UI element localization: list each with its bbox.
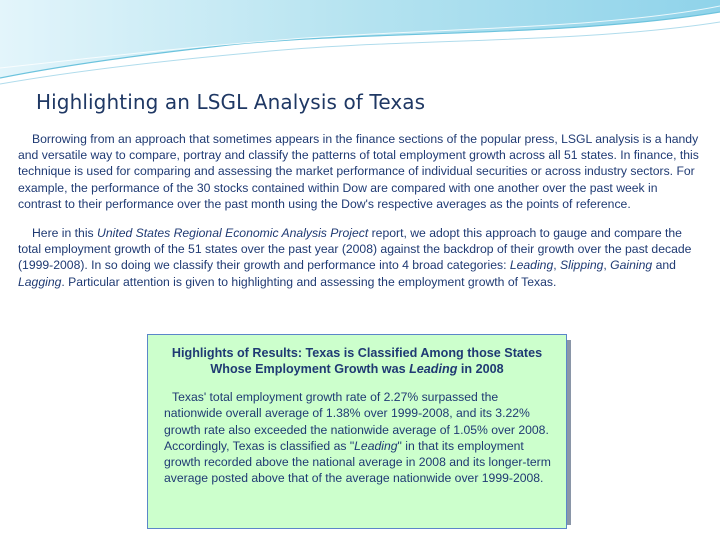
decorative-wave-header [0,0,720,90]
separator: , [553,258,561,273]
intro-paragraph-2 [18,225,700,290]
separator: , [603,258,611,273]
p2-lead: Here in this [32,226,98,241]
heading-leading: Leading [409,362,458,376]
heading-part: Highlights of Results: Texas is Classified Among those States Whose Employment Growth was [171,346,543,376]
body-part: " in that its employment growth recorded above the national average in 2008 and its longer-term average posted above that of the average nationwide over 1999-2008. [164,438,551,486]
intro-paragraph-1: Borrowing from an approach that sometimes appears in the finance sections of the popular press, LSGL analysis is a handy and versatile way to compare, portray and classify the patterns of total employment growth across all 51 states. In finance, this technique is used for comparing and assessing the market performance of individual securities or across industry sectors. For example, the performance of the 30 stocks contained within Dow are compared with one another over the past week in contrast to their performance over the past month using the Dow's respective averages as the points of reference. [18,132,699,211]
p2-tail: . Particular attention is given to highlighting and assessing the employment growth of Texas. [61,274,557,289]
slide-title: Highlighting an LSGL Analysis of Texas [36,90,426,114]
callout-heading [158,345,556,377]
highlights-callout [147,334,567,529]
report-name: United States Regional Economic Analysis Project [97,226,369,241]
body-leading: Leading [354,438,398,453]
p2-middle: report, we adopt this approach to gauge and compare the total employment growth of the 51 states over the past year (2008) against the backdrop of their growth over the past decade (1999-2008). In so doing we classify their growth and performance into 4 broad categories: [18,226,692,273]
category-leading: Leading [509,258,554,273]
category-gaining: Gaining [610,258,653,273]
category-slipping: Slipping [560,258,604,273]
callout-body [158,389,556,487]
body-part: Texas' total employment growth rate of 2.27% surpassed the nationwide overall average of 1.38% over 1999-2008, and its 3.22% growth rate also exceeded the nationwide average of 1.05% over 2008. Accordingly, Texas is classified as " [164,390,549,453]
category-lagging: Lagging [18,274,62,289]
heading-part: in 2008 [457,362,504,376]
intro-text [18,131,700,303]
separator: and [652,258,676,273]
